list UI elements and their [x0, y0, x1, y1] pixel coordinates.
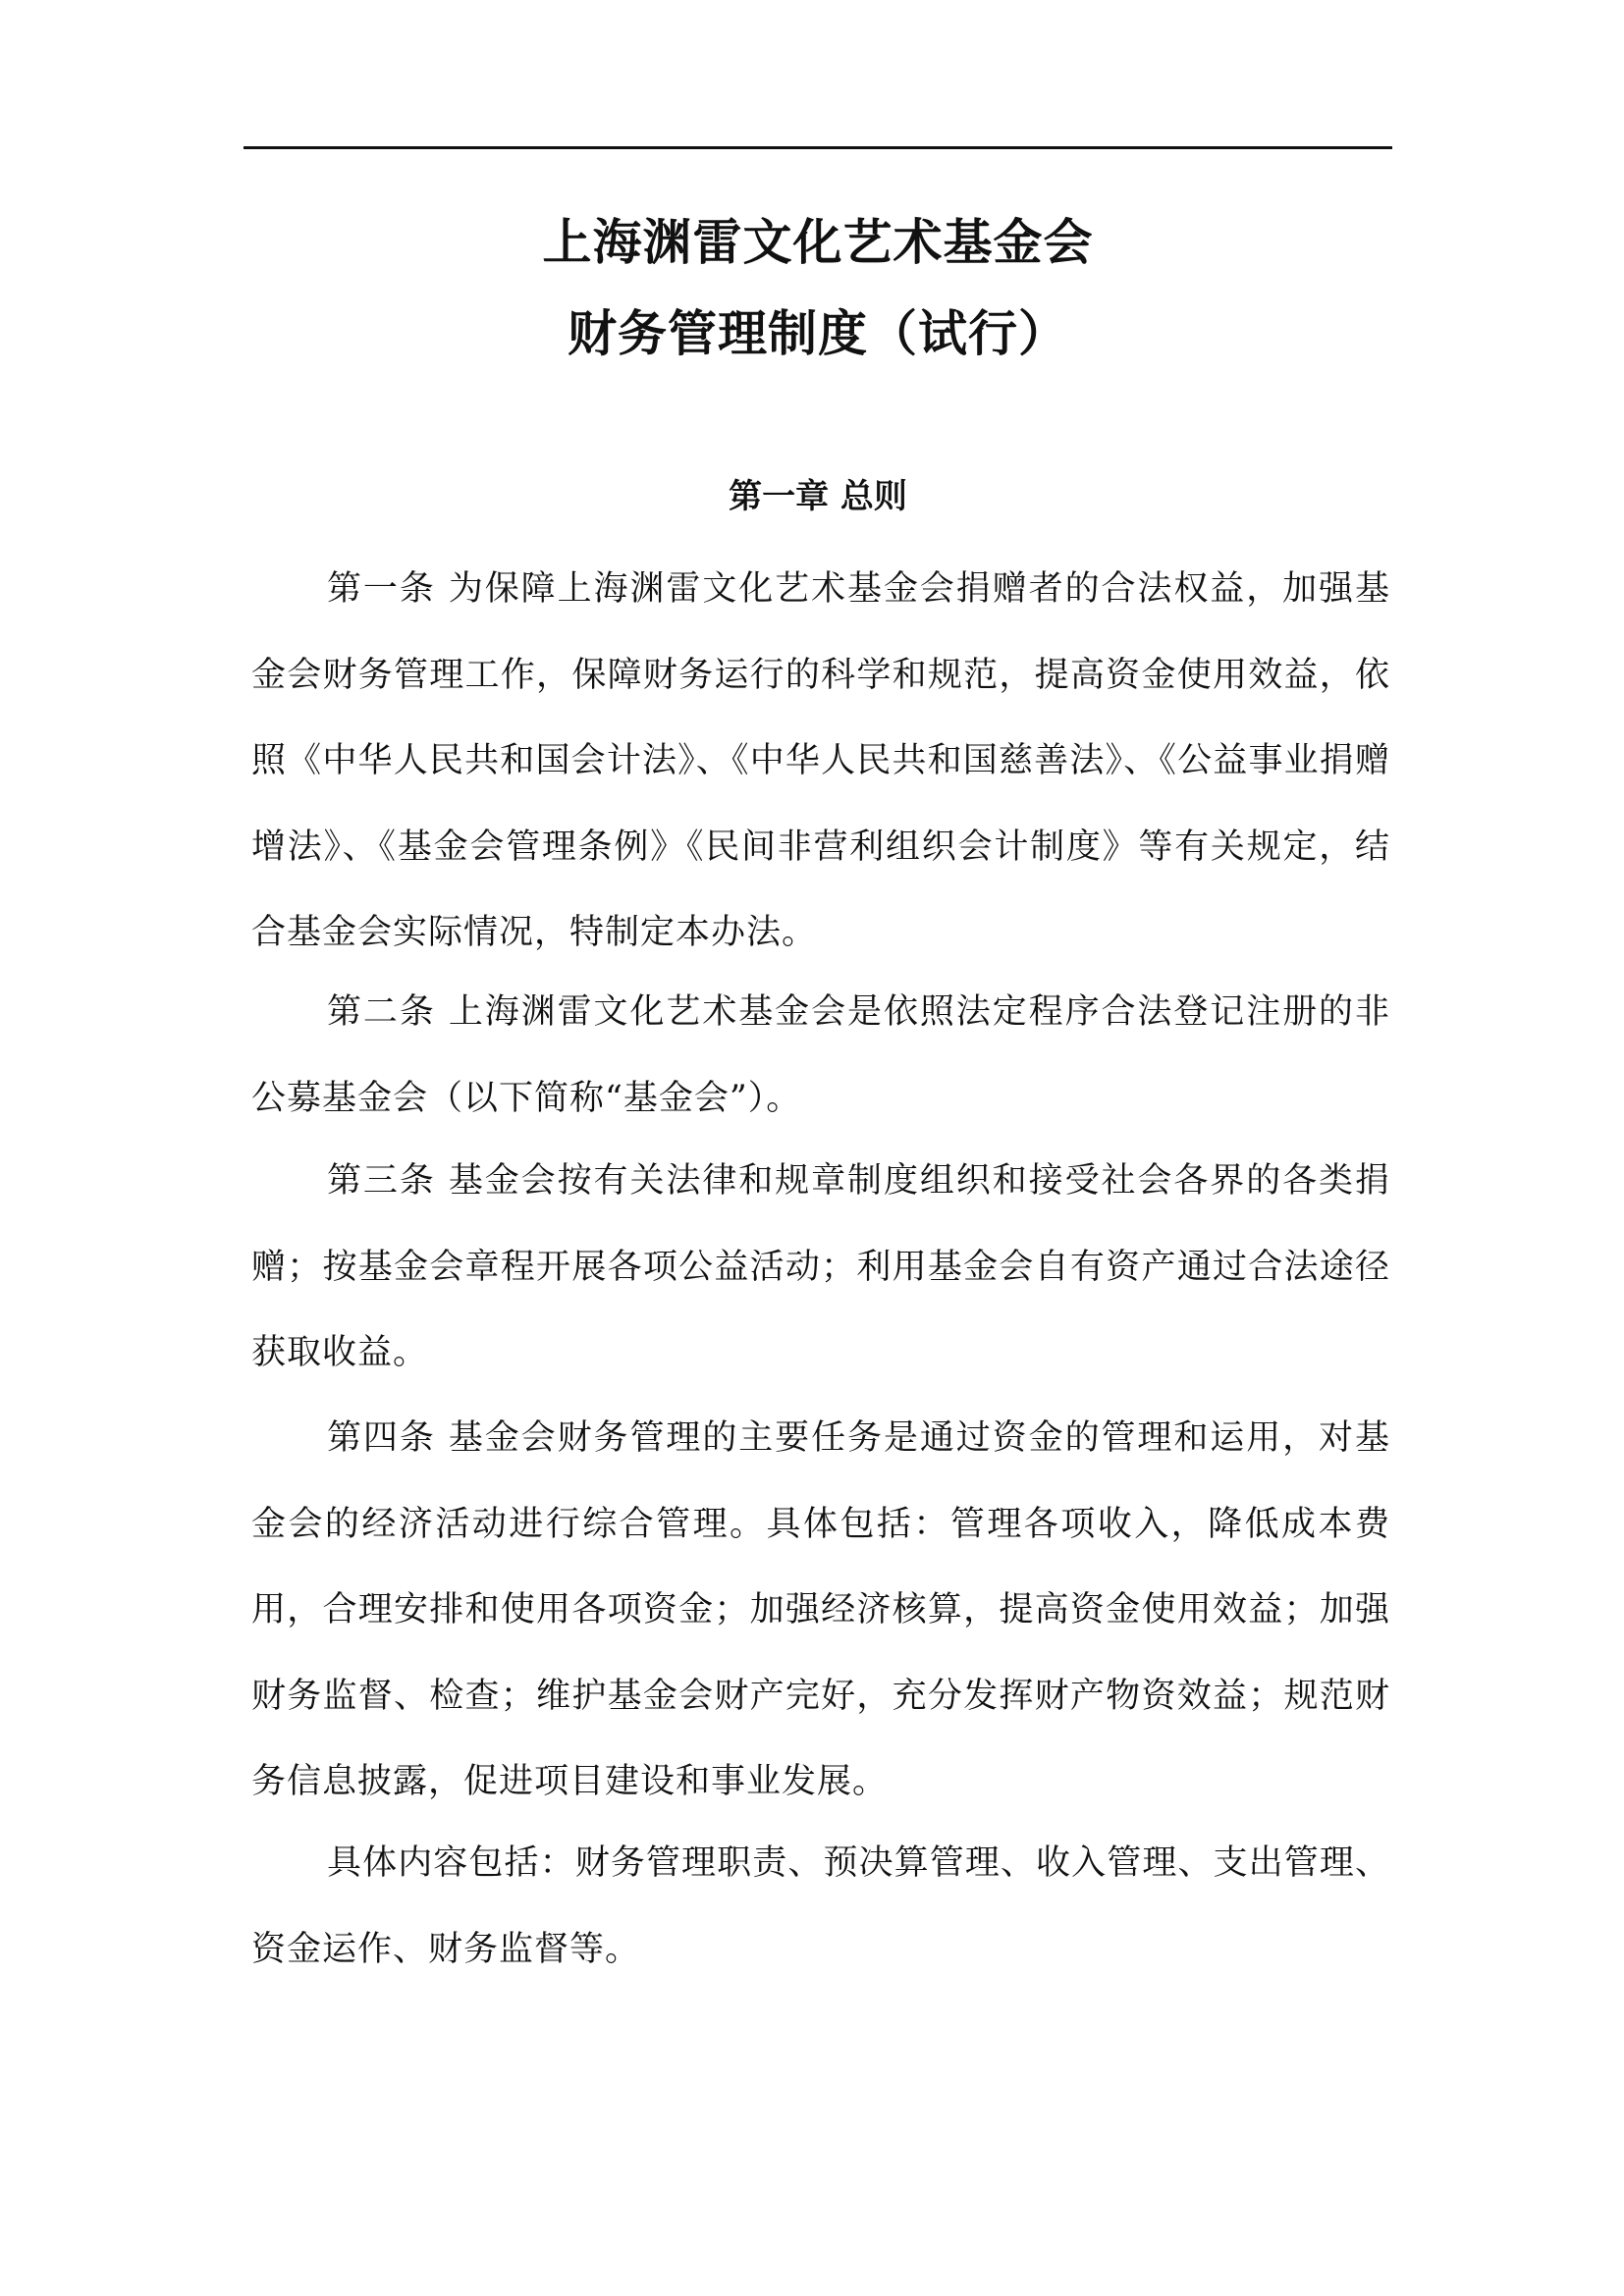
article-1-paragraph: 第一条 为保障上海渊雷文化艺术基金会捐赠者的合法权益，加强基金会财务管理工作，保障财务运行的科学和规范，提高资金使用效益，依照《中华人民共和国会计法》、《中华人民共和国慈善法》、《公益事业捐赠增法》、《基金会管理条例》《民间非营利组织会计制度》等有关规定，结合基金会实际情况，特制定本办法。 [251, 569, 1390, 952]
header-rule [244, 146, 1392, 149]
article-2-paragraph: 第二条 上海渊雷文化艺术基金会是依照法定程序合法登记注册的非公募基金会（以下简称“基金会”）。 [251, 992, 1390, 1118]
article-4-paragraph: 第四条 基金会财务管理的主要任务是通过资金的管理和运用，对基金会的经济活动进行综合管理。具体包括：管理各项收入，降低成本费用，合理安排和使用各项资金；加强经济核算，提高资金使用效益；加强财务监督、检查；维护基金会财产完好，充分发挥财产物资效益；规范财务信息披露，促进项目建设和事业发展。 [251, 1418, 1390, 1801]
details-paragraph: 具体内容包括：财务管理职责、预决算管理、收入管理、支出管理、资金运作、财务监督等。 [251, 1843, 1390, 1969]
article-3-paragraph: 第三条 基金会按有关法律和规章制度组织和接受社会各界的各类捐赠；按基金会章程开展各项公益活动；利用基金会自有资产通过合法途径获取收益。 [251, 1161, 1390, 1372]
document-title-line-1: 上海渊雷文化艺术基金会 [542, 214, 1094, 271]
chapter-heading: 第一章 总则 [729, 477, 907, 516]
document-title-line-2: 财务管理制度（试行） [568, 305, 1068, 362]
